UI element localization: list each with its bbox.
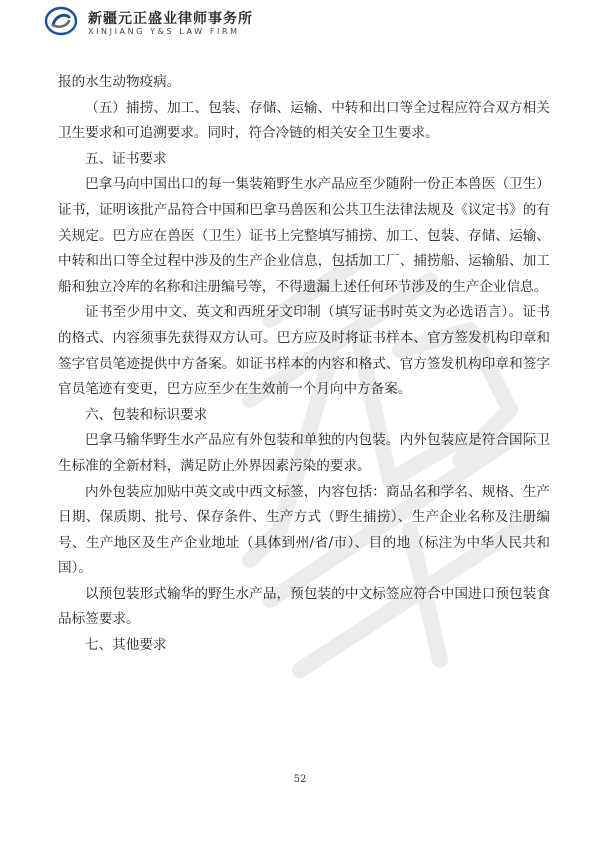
body-paragraph: 巴拿马向中国出口的每一集装箱野生水产品应至少随附一份正本兽医（卫生）证书，证明该批产品符合中国和巴拿马兽医和公共卫生法律法规及《议定书》的有关规定。巴方应在兽医（卫生）证书上完整填写捕捞、加工、包装、存储、运输、中转和出口等全过程中涉及的生产企业信息，包括加工厂、捕捞船、运输船、加工船和独立冷库的名称和注册编号等，不得遗漏上述任何环节涉及的生产企业信息。 xyxy=(58,176,550,295)
body-paragraph: 证书至少用中文、英文和西班牙文印制（填写证书时英文为必选语言）。证书的格式、内容须事先获得双方认可。巴方应及时将证书样本、官方签发机构印章和签字官员笔迹提供中方备案。如证书样本的内容和格式、官方签发机构印章和签字官员笔迹有变更，巴方应至少在生效前一个月向中方备案。 xyxy=(58,304,550,398)
body-paragraph: 报的水生动物疫病。 xyxy=(58,74,181,90)
body-paragraph: 巴拿马输华野生水产品应有外包装和单独的内包装。内外包装应是符合国际卫生标准的全新材料，满足防止外界因素污染的要求。 xyxy=(58,432,550,474)
firm-name-en: XINJIANG Y&S LAW FIRM xyxy=(88,27,240,36)
body-paragraph: （五）捕捞、加工、包装、存储、运输、中转和出口等全过程应符合双方相关卫生要求和可追溯要求。同时，符合冷链的相关安全卫生要求。 xyxy=(58,99,550,142)
body-paragraph: 以预包装形式输华的野生水产品，预包装的中文标签应符合中国进口预包装食品标签要求。 xyxy=(58,585,550,628)
page-header xyxy=(0,0,600,56)
section-heading: 五、证书要求 xyxy=(85,150,167,167)
swirl-logo-icon xyxy=(44,6,78,36)
page-number: 52 xyxy=(293,774,307,785)
firm-name-cn: 新疆元正盛业律师事务所 xyxy=(88,11,253,27)
document-body xyxy=(58,70,550,659)
section-heading: 七、其他要求 xyxy=(85,637,167,654)
body-paragraph: 内外包装应加贴中英文或中西文标签，内容包括：商品名和学名、规格、生产日期、保质期、批号、保存条件、生产方式（野生捕捞）、生产企业名称及注册编号、生产地区及生产企业地址（具体到州/省/市）、目的地（标注为中华人民共和国）。 xyxy=(58,483,550,577)
section-heading: 六、包装和标识要求 xyxy=(85,406,208,423)
